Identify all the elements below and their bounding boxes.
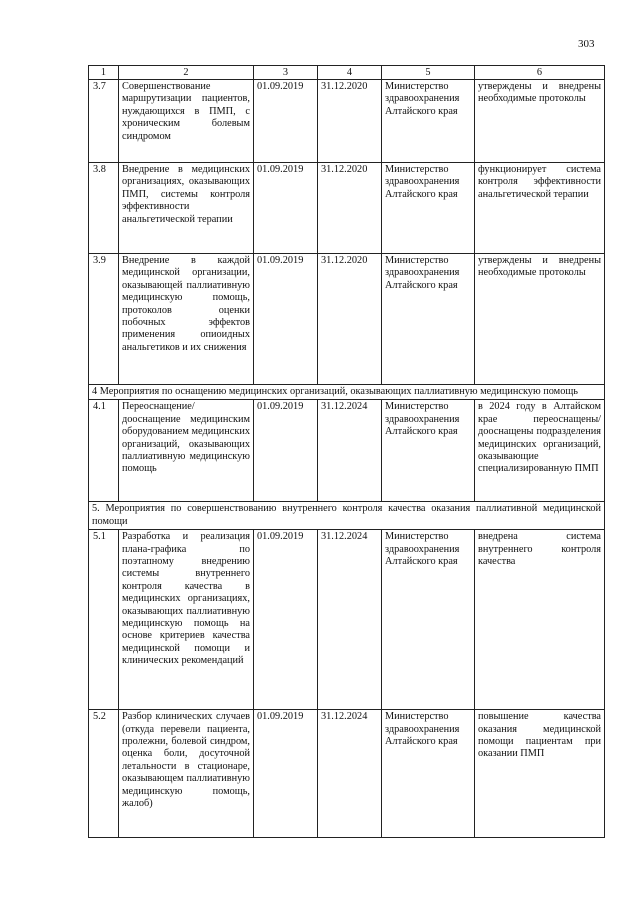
start-date-cell: 01.09.2019 [254,80,318,163]
table-header-row [89,66,605,80]
table-row [89,530,605,710]
result-cell: внедрена система внутреннего контроля качества [475,530,605,710]
measures-table [88,65,605,838]
table-row [89,163,605,254]
header-col-4: 4 [318,66,382,80]
end-date-cell: 31.12.2024 [318,710,382,838]
table-row [89,400,605,502]
header-col-5: 5 [382,66,475,80]
result-cell: утверждены и внедрены необходимые протоколы [475,80,605,163]
activity-cell: Разработка и реализация плана-графика по поэтапному внедрению системы внутреннего контроля качества в медицинских организациях, оказывающих паллиативную медицинскую помощь на основе критериев качества медицинской помощи и клинических рекомендаций [119,530,254,710]
header-col-1: 1 [89,66,119,80]
activity-cell: Внедрение в медицинских организациях, оказывающих ПМП, системы контроля эффективности анальгетической терапии [119,163,254,254]
section-header-row [89,502,605,530]
end-date-cell: 31.12.2020 [318,254,382,385]
table-row [89,710,605,838]
header-col-2: 2 [119,66,254,80]
row-number: 3.9 [89,254,119,385]
executor-cell: Министерство здравоохранения Алтайского края [382,163,475,254]
start-date-cell: 01.09.2019 [254,400,318,502]
result-cell: утверждены и внедрены необходимые протоколы [475,254,605,385]
result-cell: функционирует система контроля эффективности анальгетической терапии [475,163,605,254]
executor-cell: Министерство здравоохранения Алтайского края [382,254,475,385]
activity-cell: Внедрение в каждой медицинской организации, оказывающей паллиативную медицинскую помощь, протоколов оценки побочных эффектов применения опиоидных анальгетиков и их снижения [119,254,254,385]
section-header-row [89,385,605,400]
table-row [89,80,605,163]
header-col-3: 3 [254,66,318,80]
row-number: 5.2 [89,710,119,838]
end-date-cell: 31.12.2020 [318,80,382,163]
end-date-cell: 31.12.2024 [318,530,382,710]
table-row [89,254,605,385]
activity-cell: Переоснащение/дооснащение медицинским оборудованием медицинских организаций, оказывающих паллиативную медицинскую помощь [119,400,254,502]
activity-cell: Совершенствование маршрутизации пациентов, нуждающихся в ПМП, с хроническим болевым синдромом [119,80,254,163]
end-date-cell: 31.12.2024 [318,400,382,502]
row-number: 3.8 [89,163,119,254]
row-number: 3.7 [89,80,119,163]
row-number: 4.1 [89,400,119,502]
executor-cell: Министерство здравоохранения Алтайского края [382,400,475,502]
start-date-cell: 01.09.2019 [254,163,318,254]
start-date-cell: 01.09.2019 [254,530,318,710]
row-number: 5.1 [89,530,119,710]
header-col-6: 6 [475,66,605,80]
executor-cell: Министерство здравоохранения Алтайского края [382,80,475,163]
end-date-cell: 31.12.2020 [318,163,382,254]
start-date-cell: 01.09.2019 [254,710,318,838]
executor-cell: Министерство здравоохранения Алтайского края [382,710,475,838]
result-cell: в 2024 году в Алтайском крае переоснащены/дооснащены подразделения медицинских организаций, оказывающие специализированную ПМП [475,400,605,502]
section-4-title: 4 Мероприятия по оснащению медицинских организаций, оказывающих паллиативную медицинскую помощь [89,385,605,400]
start-date-cell: 01.09.2019 [254,254,318,385]
result-cell: повышение качества оказания медицинской помощи пациентам при оказании ПМП [475,710,605,838]
executor-cell: Министерство здравоохранения Алтайского края [382,530,475,710]
activity-cell: Разбор клинических случаев (откуда перевели пациента, пролежни, болевой синдром, оценка боли, досуточной летальности в стационаре, оказывающем паллиативную медицинскую помощь, жалоб) [119,710,254,838]
section-5-title: 5. Мероприятия по совершенствованию внутреннего контроля качества оказания паллиативной медицинской помощи [89,502,605,530]
page-number: 303 [578,38,595,50]
